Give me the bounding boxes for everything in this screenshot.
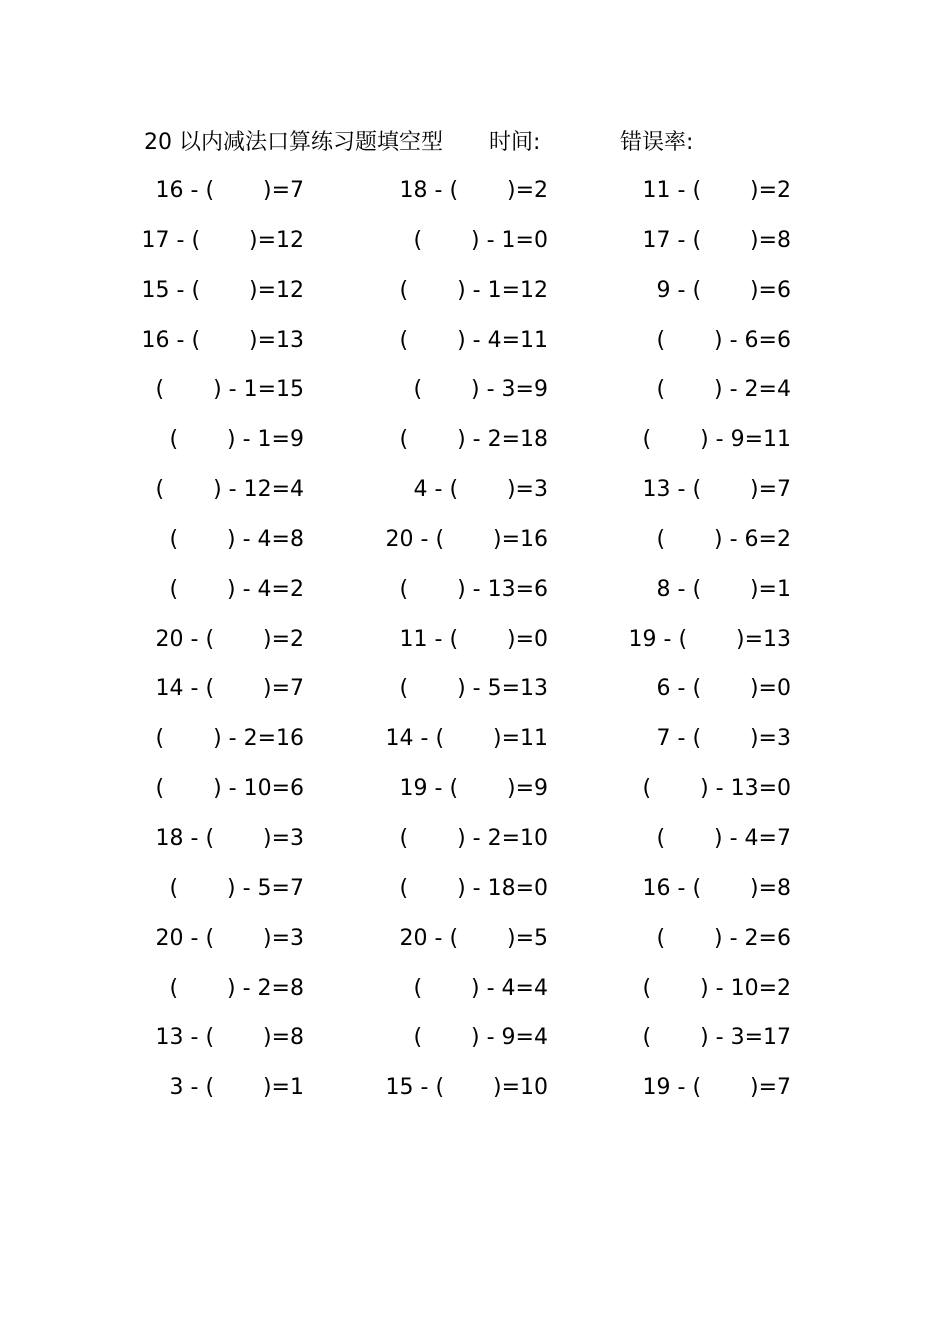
problem-item: 14 - ( )=7 [155, 676, 304, 702]
problem-item: 15 - ( )=10 [385, 1075, 548, 1101]
problem-item: 8 - ( )=1 [656, 576, 791, 602]
problem-item: ( ) - 1=9 [169, 427, 304, 453]
problem-item: 18 - ( )=3 [155, 825, 304, 851]
problem-item: 20 - ( )=3 [155, 925, 304, 951]
problem-row [0, 1071, 950, 1121]
problem-item: ( ) - 5=13 [399, 676, 548, 702]
problem-item: ( ) - 3=9 [413, 377, 548, 403]
problem-item: ( ) - 1=12 [399, 277, 548, 303]
problem-row [0, 822, 950, 872]
problem-item: 16 - ( )=8 [642, 875, 791, 901]
problem-item: ( ) - 10=6 [155, 776, 304, 802]
problem-row [0, 1021, 950, 1071]
problem-item: ( ) - 2=6 [656, 925, 791, 951]
worksheet-header [0, 126, 950, 160]
problem-item: ( ) - 9=4 [413, 1025, 548, 1051]
problem-item: 3 - ( )=1 [169, 1075, 304, 1101]
error-rate-label: 错误率: [620, 130, 694, 155]
problem-item: 11 - ( )=2 [642, 178, 791, 203]
problem-item: 19 - ( )=9 [399, 776, 548, 802]
problem-row [0, 972, 950, 1022]
problem-row [0, 324, 950, 374]
problem-item: 11 - ( )=0 [399, 626, 548, 652]
problem-item: ( ) - 13=0 [642, 776, 791, 802]
problem-item: ( ) - 2=8 [169, 975, 304, 1001]
problem-item: ( ) - 9=11 [642, 427, 791, 453]
problem-item: ( ) - 6=2 [656, 526, 791, 552]
problem-item: ( ) - 6=6 [656, 327, 791, 353]
problem-item: ( ) - 1=0 [413, 227, 548, 253]
problem-item: 13 - ( )=7 [642, 477, 791, 503]
problem-item: ( ) - 2=18 [399, 427, 548, 453]
problem-item: ( ) - 2=10 [399, 825, 548, 851]
problem-grid [0, 174, 950, 1121]
problem-item: ( ) - 12=4 [155, 477, 304, 503]
problem-item: 20 - ( )=2 [155, 626, 304, 652]
problem-item: 16 - ( )=13 [141, 327, 304, 353]
problem-row [0, 224, 950, 274]
problem-item: ( ) - 4=4 [413, 975, 548, 1001]
worksheet-title: 20 以内减法口算练习题填空型 [144, 130, 443, 155]
problem-item: ( ) - 18=0 [399, 875, 548, 901]
problem-row [0, 922, 950, 972]
problem-item: 19 - ( )=7 [642, 1075, 791, 1101]
problem-item: 18 - ( )=2 [399, 178, 548, 203]
problem-item: ( ) - 5=7 [169, 875, 304, 901]
problem-item: 17 - ( )=8 [642, 227, 791, 253]
problem-item: ( ) - 4=11 [399, 327, 548, 353]
problem-item: 17 - ( )=12 [141, 227, 304, 253]
problem-row [0, 623, 950, 673]
problem-item: ( ) - 1=15 [155, 377, 304, 403]
problem-item: 14 - ( )=11 [385, 726, 548, 752]
problem-row [0, 872, 950, 922]
problem-item: ( ) - 2=16 [155, 726, 304, 752]
problem-row [0, 722, 950, 772]
problem-item: 9 - ( )=6 [656, 277, 791, 303]
problem-item: ( ) - 3=17 [642, 1025, 791, 1051]
problem-row [0, 274, 950, 324]
problem-row [0, 174, 950, 224]
problem-item: 19 - ( )=13 [628, 626, 791, 652]
problem-row [0, 473, 950, 523]
problem-item: 6 - ( )=0 [656, 676, 791, 702]
problem-row [0, 672, 950, 722]
problem-item: ( ) - 10=2 [642, 975, 791, 1001]
problem-row [0, 523, 950, 573]
problem-row [0, 423, 950, 473]
problem-item: 20 - ( )=5 [399, 925, 548, 951]
problem-row [0, 772, 950, 822]
problem-item: 15 - ( )=12 [141, 277, 304, 303]
problem-item: ( ) - 4=8 [169, 526, 304, 552]
problem-item: 4 - ( )=3 [413, 477, 548, 503]
problem-item: ( ) - 4=7 [656, 825, 791, 851]
problem-item: 7 - ( )=3 [656, 726, 791, 752]
problem-item: 20 - ( )=16 [385, 526, 548, 552]
problem-item: ( ) - 4=2 [169, 576, 304, 602]
problem-item: ( ) - 13=6 [399, 576, 548, 602]
problem-row [0, 373, 950, 423]
problem-item: 16 - ( )=7 [155, 178, 304, 203]
problem-item: ( ) - 2=4 [656, 377, 791, 403]
problem-item: 13 - ( )=8 [155, 1025, 304, 1051]
time-label: 时间: [489, 130, 541, 155]
problem-row [0, 573, 950, 623]
